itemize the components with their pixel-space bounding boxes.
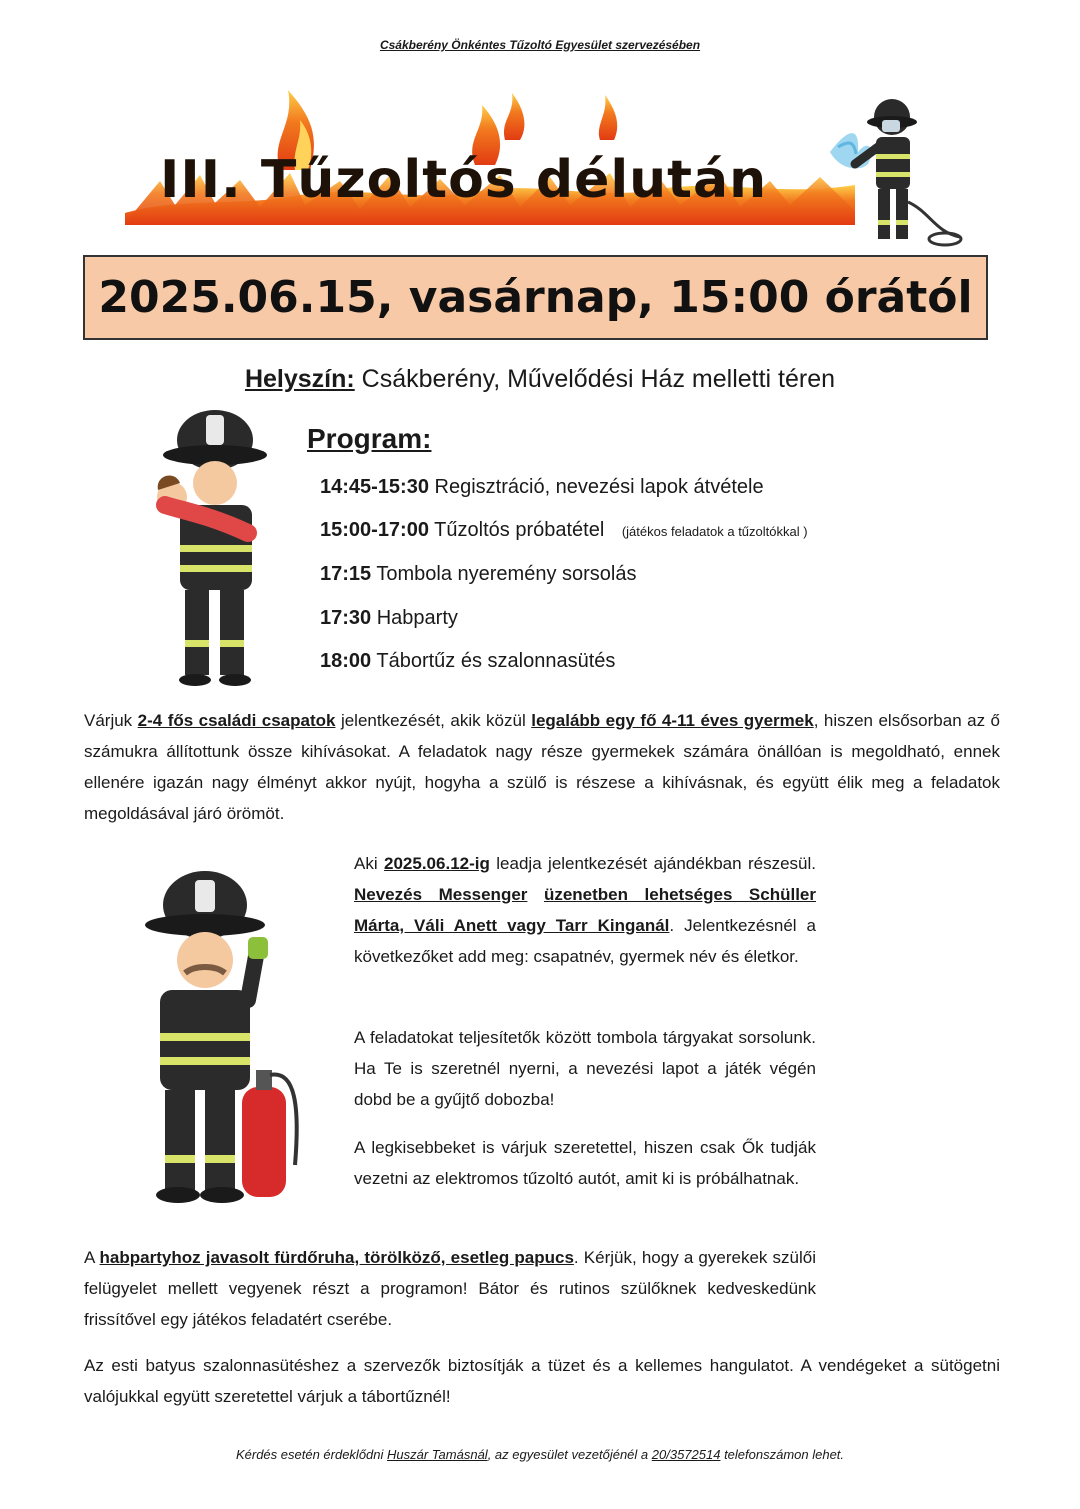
footer-contact [0, 1447, 1080, 1462]
intro-paragraph [84, 705, 1000, 829]
emphasis-team-size: 2-4 fős családi csapatok [137, 711, 336, 730]
emphasis-messenger: Nevezés Messenger [354, 885, 528, 904]
text-run: Kérdés esetén érdeklődni [235, 1447, 388, 1462]
venue-line [0, 365, 1080, 394]
program-title: Program: [307, 423, 432, 454]
text-run: telefonszámon lehet. [720, 1447, 845, 1462]
text-run: Aki [354, 854, 385, 873]
program-item [320, 519, 808, 542]
contact-name: Huszár Tamásnál [387, 1447, 488, 1462]
organizer-line: Csákberény Önkéntes Tűzoltó Egyesület szervezésében [379, 38, 701, 52]
text-run: jelentkezését, akik közül [335, 711, 532, 730]
emphasis-contacts: üzenetben lehetséges Schüller Márta, Váli Anett vagy Tarr Kinganál [354, 885, 817, 935]
firefighter-hose-icon [820, 92, 970, 252]
program-time: 17:30 [320, 607, 372, 629]
emphasis-foam-gear: habpartyhoz javasolt fürdőruha, törölköző, esetleg papucs [99, 1248, 574, 1267]
registration-paragraph [354, 848, 816, 972]
program-text: Habparty [376, 607, 458, 629]
event-date: 2025.06.15, vasárnap, 15:00 órától [98, 272, 973, 323]
program-text: Tűzoltós próbatétel [434, 519, 605, 541]
program-time: 18:00 [320, 650, 372, 672]
text-run [527, 885, 544, 904]
program-text: Tombola nyeremény sorsolás [376, 563, 637, 585]
text-run: . Jelentkezésnél a következőket add meg: csapatnév, gyermek név és életkor. [354, 916, 816, 966]
program-time: 14:45-15:30 [320, 476, 429, 498]
text-run: leadja jelentkezését ajándékban részesül. [489, 854, 816, 873]
program-item [320, 607, 458, 630]
venue-label: Helyszín: [244, 365, 355, 393]
text-run: , az egyesület vezetőjénél a [487, 1447, 652, 1462]
little-ones-paragraph: A legkisebbeket is várjuk szeretettel, hiszen csak Ők tudják vezetni az elektromos tűzoltó autót, amit ki is próbálhatnak. [354, 1138, 816, 1188]
contact-phone: 20/3572514 [651, 1447, 721, 1462]
program-text: Tábortűz és szalonnasütés [376, 650, 616, 672]
program-item [320, 476, 764, 499]
firefighter-carrying-child-icon [140, 405, 280, 690]
raffle-paragraph: A feladatokat teljesítetők között tombola tárgyakat sorsolunk. Ha Te is szeretnél nyerni, a nevezési lapot a játék végén dobd be a gyűjtő dobozba! [354, 1028, 816, 1109]
text-run: A [84, 1248, 100, 1267]
text-run: , hiszen elsősorban az ő számukra állítottunk össze kihívásokat. A feladatok nagy része gyermekek számára önállóan is megoldható, ennek ellenére igazán nagy élményt akkor nyújt, hogyha a szülő is részese a kihívásnak, és együtt élik meg a feladatok megoldásával járó örömöt. [84, 711, 1000, 823]
firefighter-extinguisher-icon [130, 865, 310, 1210]
program-time: 17:15 [320, 563, 372, 585]
program-time: 15:00-17:00 [320, 519, 429, 541]
evening-paragraph: Az esti batyus szalonnasütéshez a szervezők biztosítják a tüzet és a kellemes hangulatot. A vendégeket a sütögetni valójukkal együtt szeretettel várjuk a tábortűznél! [84, 1356, 1000, 1406]
foam-party-paragraph [84, 1242, 816, 1335]
program-note: (játékos feladatok a tűzoltókkal ) [621, 524, 808, 539]
program-item [320, 563, 636, 586]
program-item [320, 650, 615, 673]
venue-text: Csákberény, Művelődési Ház melletti téren [361, 365, 836, 393]
text-run: . Kérjük, hogy a gyerekek szülői felügyelet mellett vegyenek részt a programon! Bátor és rutinos szülőknek kedveskedünk frissítővel egy játékos feladatért cserébe. [84, 1248, 816, 1329]
event-title: III. Tűzoltós délután [160, 150, 768, 210]
emphasis-child-age: legalább egy fő 4-11 éves gyermek [531, 711, 814, 730]
text-run: Várjuk [84, 711, 138, 730]
emphasis-deadline: 2025.06.12-ig [384, 854, 490, 873]
program-text: Regisztráció, nevezési lapok átvétele [434, 476, 764, 498]
